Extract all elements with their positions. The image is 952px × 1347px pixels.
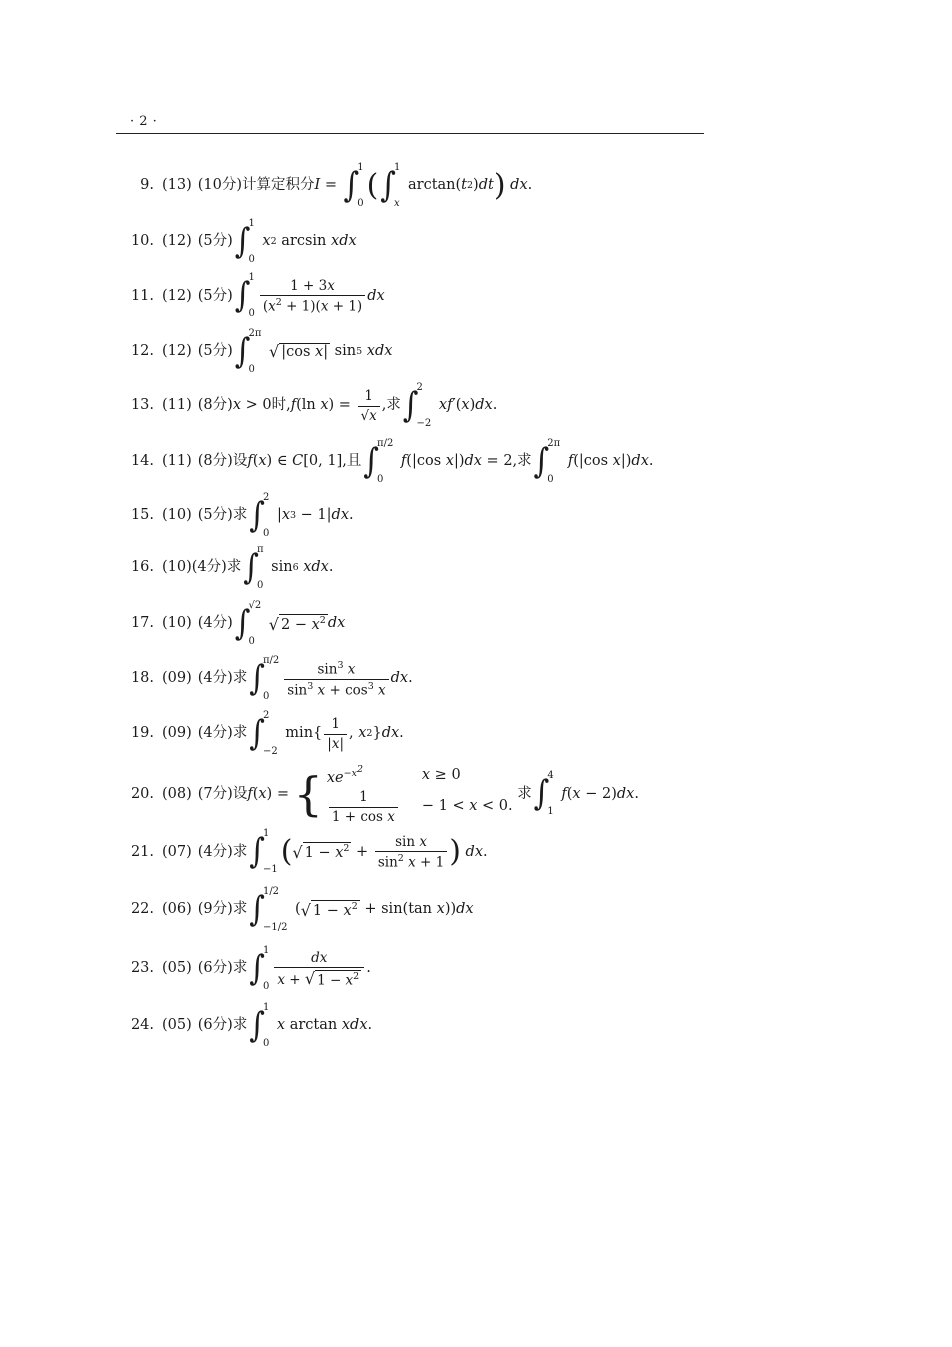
problem-points: (9分) [197,901,233,918]
problem-number: 11. [130,287,154,304]
problem-22 [118,886,474,933]
page-number: · 2 · [130,114,158,129]
problem-source: (10) [162,615,192,632]
problem-prefix: 求 [232,507,248,524]
problem-formula: I = ∫ 1 0 ( ∫ 1 x arctan( t 2 ) dt ) dx . [314,162,533,209]
problem-17 [118,600,346,647]
problem-formula: ∫ π 0 sin 6 xdx . [243,544,334,591]
problem-number: 13. [130,397,154,414]
text: ,且 [342,453,362,470]
problem-number: 23. [130,960,154,977]
problem-formula: f ( x ) ∈ C [0, 1] ,且 ∫ π/2 0 f (|cos x |) dx = 2 ,求 ∫ 2π 0 f (|cos x |) dx . [247,438,654,485]
text: 求 [517,785,532,802]
problem-source: (13) [162,177,192,194]
text: ,求 [381,397,401,414]
problem-formula: ∫ 1 0 x 2 arcsin xdx [234,218,357,265]
problem-formula: x > 0 时, f (ln x ) = $\frac{1}{√x}$ ,求 ∫ 2 −2 xf ′( x ) dx . [232,382,498,429]
problem-prefix: 求 [232,670,248,687]
problem-prefix: 设 [232,453,248,470]
text: 时, [271,397,291,414]
problem-source: (05) [162,1017,192,1034]
problem-points: (5分) [197,233,233,250]
problem-12 [118,328,393,375]
problem-21 [118,828,488,876]
problem-formula: f ( x ) = { $xe^{-x^2}$ x ≥ 0 $\frac{1}{\text{1 + cos x}}$ − 1 < x < 0. 求 ∫ 4 1 f ( x − 2) dx . [247,764,639,825]
problem-source: (12) [162,233,192,250]
problem-formula: ∫ 2 0 | x 3 − 1| dx . [249,492,354,539]
problem-16 [118,544,334,591]
problem-number: 20. [130,785,154,802]
problem-prefix: 求 [232,960,248,977]
text: ,求 [512,453,532,470]
problem-points: (4分) [197,725,233,742]
problem-18 [118,655,413,703]
problem-points: (4分) [191,559,227,576]
problem-number: 14. [130,453,154,470]
problem-points: (4分) [197,843,233,860]
page-header [116,110,704,134]
problem-source: (12) [162,343,192,360]
problem-prefix: 求 [232,901,248,918]
problem-points: (10分) [197,177,243,194]
problem-formula: ∫ 1 0 x arctan xdx . [249,1002,373,1049]
problem-points: (8分) [197,453,233,470]
problem-14 [118,438,654,485]
problem-prefix: 求 [232,1017,248,1034]
problem-9 [118,162,533,209]
problem-formula: ∫ √2 0 √ $2 - x^2$ dx [234,600,346,647]
problem-source: (05) [162,960,192,977]
problem-number: 18. [130,670,154,687]
problem-10 [118,218,357,265]
problem-source: (10) [162,507,192,524]
problem-number: 15. [130,507,154,524]
problem-formula: ∫ 1 0 dx x + √ $1 - x^2$ . [249,945,371,993]
problem-24 [118,1002,373,1049]
problem-prefix: 设 [232,785,248,802]
problem-source: (06) [162,901,192,918]
problem-formula: ∫ 2π 0 √ |cos x| sin 5 xdx [234,328,393,375]
problem-20 [118,764,639,825]
problem-points: (7分) [197,785,233,802]
problem-points: (4分) [197,615,233,632]
problem-number: 12. [130,343,154,360]
problem-formula: ∫ 1 −1 ( √ $1 - x^2$ + $\frac{\text{sin x}}{\sin^2 x + 1}$ ) dx . [249,828,488,876]
problem-points: (8分) [197,397,233,414]
problem-number: 19. [130,725,154,742]
problem-number: 17. [130,615,154,632]
problem-number: 9. [140,177,154,194]
problem-formula: ∫ 2 −2 min{ $\frac{1}{|x|}$ , x 2 } dx . [249,710,404,757]
problem-number: 21. [130,843,154,860]
problem-prefix: 求 [232,725,248,742]
problem-source: (10) [162,559,192,576]
problem-number: 24. [130,1017,154,1034]
problem-source: (09) [162,670,192,687]
problem-23 [118,945,371,993]
problem-points: (5分) [197,287,233,304]
problem-11 [118,272,385,320]
problem-source: (12) [162,287,192,304]
problem-number: 10. [130,233,154,250]
problem-source: (07) [162,843,192,860]
problem-points: (6分) [197,960,233,977]
problem-prefix: 求 [226,559,242,576]
problem-prefix: 求 [232,843,248,860]
problem-prefix: 计算定积分 [242,177,315,194]
problem-source: (11) [162,453,192,470]
problem-source: (09) [162,725,192,742]
problem-source: (11) [162,397,192,414]
problem-formula: ∫ 1 0 $\frac{1 + 3x}{(x^2 + 1)(x + 1)}$ dx [234,272,385,320]
problem-number: 16. [130,559,154,576]
problem-formula: ∫ π/2 0 $\frac{\sin^3 x}{\sin^3 x + \cos^3 x}$ dx . [249,655,413,703]
problem-points: (5分) [197,343,233,360]
problem-points: (5分) [197,507,233,524]
problem-points: (4分) [197,670,233,687]
problem-19 [118,710,404,757]
problem-13 [118,382,498,429]
problem-source: (08) [162,785,192,802]
problem-formula: ∫ 1/2 −1/2 ( √ $1 - x^2$ + sin(tan x )) dx [249,886,474,933]
problem-number: 22. [130,901,154,918]
problem-points: (6分) [197,1017,233,1034]
problem-15 [118,492,354,539]
